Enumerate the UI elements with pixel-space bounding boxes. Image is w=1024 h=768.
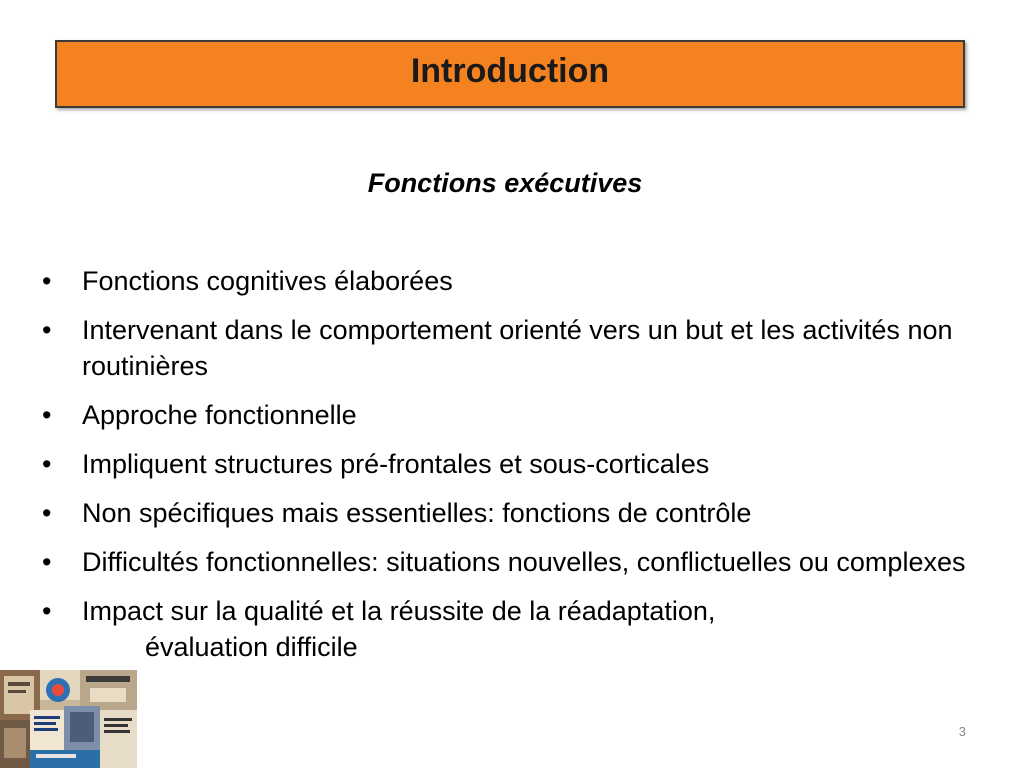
bullet-icon: • [42, 449, 52, 479]
bullet-text: Difficultés fonctionnelles: situations nouvelles, conflictuelles ou complexes [82, 547, 966, 577]
bullet-text-line2: évaluation difficile [145, 632, 358, 662]
bullet-text-line1: Impact sur la qualité et la réussite de la réadaptation, [82, 596, 716, 626]
bullet-text: Fonctions cognitives élaborées [82, 266, 453, 296]
newspaper-collage-image [0, 670, 137, 768]
bullet-icon: • [42, 596, 52, 626]
bullet-text: Approche fonctionnelle [82, 400, 357, 430]
bullet-text: Intervenant dans le comportement orienté vers un but et les activités non routinières [82, 315, 953, 381]
bullet-list [40, 263, 1000, 678]
bullet-item [40, 263, 1000, 299]
bullet-icon: • [42, 266, 52, 296]
slide-title: Introduction [410, 51, 610, 90]
bullet-item [40, 446, 1000, 482]
bullet-icon: • [42, 547, 52, 577]
bullet-item [40, 544, 1000, 580]
bullet-text: Non spécifiques mais essentielles: fonctions de contrôle [82, 498, 752, 528]
bullet-icon: • [42, 400, 52, 430]
bullet-text: Impliquent structures pré-frontales et sous-corticales [82, 449, 710, 479]
bullet-icon: • [42, 498, 52, 528]
bullet-item [40, 593, 1000, 665]
slide-subtitle: Fonctions exécutives [367, 168, 643, 198]
bullet-item [40, 312, 1000, 384]
bullet-icon: • [42, 315, 52, 345]
bullet-item [40, 495, 1000, 531]
bullet-item [40, 397, 1000, 433]
slide-number: 3 [958, 724, 966, 739]
title-box [55, 40, 965, 108]
